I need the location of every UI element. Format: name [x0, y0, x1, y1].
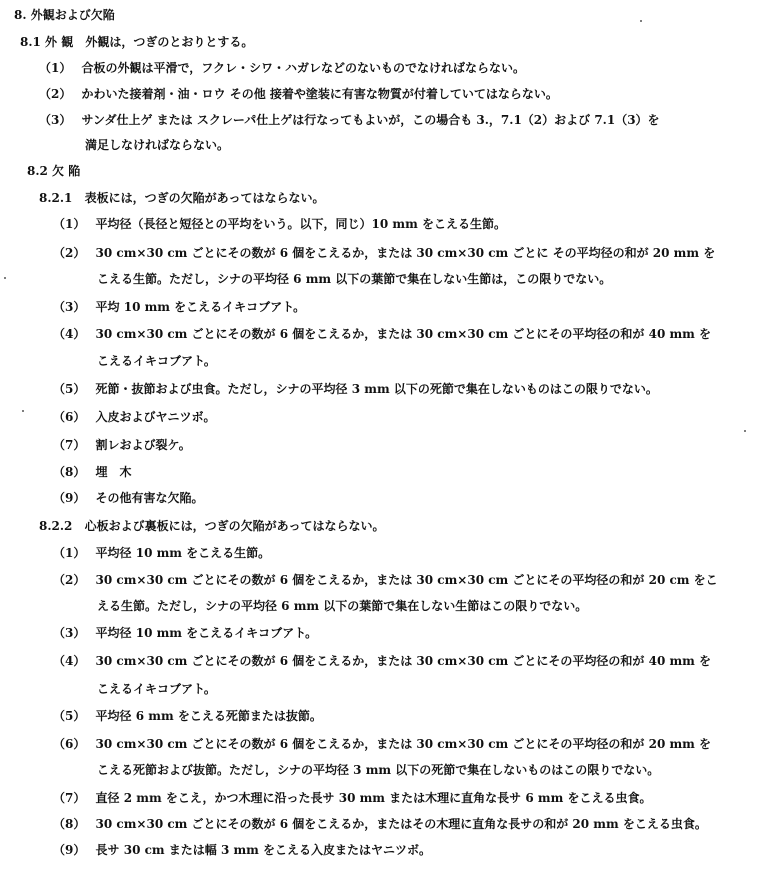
section-title: 8. 外観および欠陥: [14, 8, 115, 22]
section-8-2-1-text: 表板には，つぎの欠陥があってはならない。: [84, 191, 325, 205]
item-number: （6）: [53, 737, 86, 751]
s822-item-4: [53, 653, 711, 669]
s822-item-5: [53, 708, 322, 724]
s821-item-4-continued: こえるイキコブアト。: [97, 354, 216, 368]
item-number: （1）: [53, 546, 86, 560]
section-8-1-label: 8.1 外 観: [20, 35, 74, 49]
s822-item-1: [53, 545, 270, 561]
item-number: （8）: [53, 465, 86, 479]
s81-item-2: [39, 86, 558, 102]
item-number: （5）: [53, 709, 86, 723]
item-number: （3）: [53, 626, 86, 640]
s81-item-3: [39, 112, 660, 128]
item-number: （1）: [39, 61, 72, 75]
section-8-2-2-label: 8.2.2: [39, 519, 73, 533]
item-number: （9）: [53, 843, 86, 857]
item-text: 平均 10 mm をこえるイキコブアト。: [95, 300, 306, 314]
s822-item-9: [53, 842, 431, 858]
section-8-2-2-heading: [39, 518, 384, 534]
item-text: 30 cm×30 cm ごとにその数が 6 個をこえるか，またはその木理に直角な長サの和が 20 mm をこえる虫食。: [95, 817, 707, 831]
s821-item-7: [53, 437, 191, 453]
item-number: （5）: [53, 382, 86, 396]
s821-item-2-continued: こえる生節。ただし，シナの平均径 6 mm 以下の葉節で集在しない生節は，この限りでない。: [97, 272, 612, 286]
item-text: 直径 2 mm をこえ，かつ木理に沿った長サ 30 mm または木理に直角な長サ 6 mm をこえる虫食。: [95, 791, 652, 805]
section-8-1-text: 外観は，つぎのとおりとする。: [85, 35, 254, 49]
s822-item-8: [53, 816, 707, 832]
item-text: その他有害な欠陥。: [95, 491, 204, 505]
item-number: （9）: [53, 491, 86, 505]
item-number: （1）: [53, 217, 86, 231]
item-number: （6）: [53, 410, 86, 424]
item-number: （2）: [53, 573, 86, 587]
item-text: 平均径（長径と短径との平均をいう。以下，同じ）10 mm をこえる生節。: [95, 217, 506, 231]
section-8-2-1-label: 8.2.1: [39, 191, 73, 205]
item-text: 平均径 10 mm をこえる生節。: [95, 546, 271, 560]
item-number: （4）: [53, 654, 86, 668]
item-text: 死節・抜節および虫食。ただし，シナの平均径 3 mm 以下の死節で集在しないものはこの限りでない。: [95, 382, 658, 396]
item-text: 埋 木: [95, 465, 132, 479]
item-number: （4）: [53, 327, 86, 341]
item-text: 平均径 6 mm をこえる死節または抜節。: [95, 709, 322, 723]
item-text: 30 cm×30 cm ごとにその数が 6 個をこえるか，または 30 cm×30 cm ごとにその平均径の和が 40 mm を: [95, 327, 712, 341]
item-number: （7）: [53, 438, 86, 452]
item-number: （8）: [53, 817, 86, 831]
item-text: かわいた接着剤・油・ロウ その他 接着や塗装に有害な物質が付着していてはならない。: [81, 87, 558, 101]
s821-item-2: [53, 245, 715, 261]
scan-speck: [640, 20, 642, 22]
s81-item-3-continued: 満足しなければならない。: [85, 138, 230, 152]
item-text: 入皮およびヤニツボ。: [95, 410, 216, 424]
s822-item-2-continued: える生節。ただし，シナの平均径 6 mm 以下の葉節で集在しない生節はこの限りでない。: [97, 599, 588, 613]
item-text: 30 cm×30 cm ごとにその数が 6 個をこえるか，または 30 cm×30 cm ごとにその平均径の和が 40 mm を: [95, 654, 712, 668]
section-8-2-heading: 8.2 欠 陥: [27, 164, 81, 178]
s822-item-4-continued: こえるイキコブアト。: [97, 682, 216, 696]
s821-item-9: [53, 490, 204, 506]
s822-item-6-continued: こえる死節および抜節。ただし，シナの平均径 3 mm 以下の死節で集在しないものはこの限りでない。: [97, 763, 660, 777]
item-number: （7）: [53, 791, 86, 805]
item-text: 30 cm×30 cm ごとにその数が 6 個をこえるか，または 30 cm×30 cm ごとにその平均径の和が 20 mm を: [95, 737, 712, 751]
item-number: （3）: [39, 113, 72, 127]
s821-item-6: [53, 409, 216, 425]
s821-item-8: [53, 464, 132, 480]
item-text: 30 cm×30 cm ごとにその数が 6 個をこえるか，または 30 cm×30 cm ごとにその平均径の和が 20 cm をこ: [95, 573, 718, 587]
s822-item-3: [53, 625, 317, 641]
s821-item-4: [53, 326, 711, 342]
scan-speck: [4, 277, 6, 279]
s821-item-5: [53, 381, 658, 397]
scan-speck: [744, 430, 746, 432]
item-text: 長サ 30 cm または幅 3 mm をこえる入皮またはヤニツボ。: [95, 843, 432, 857]
item-text: 平均径 10 mm をこえるイキコブアト。: [95, 626, 318, 640]
scan-speck: [22, 410, 24, 412]
item-number: （2）: [39, 87, 72, 101]
s822-item-2: [53, 572, 718, 588]
section-8-1-heading: [20, 34, 253, 50]
s822-item-6: [53, 736, 711, 752]
item-text: 割レおよび裂ケ。: [95, 438, 191, 452]
item-text: 合板の外観は平滑で，フクレ・シワ・ハガレなどのないものでなければならない。: [81, 61, 525, 75]
s822-item-7: [53, 790, 651, 806]
s81-item-1: [39, 60, 525, 76]
section-8-2-1-heading: [39, 190, 324, 206]
item-text: サンダ仕上ゲ または スクレーパ仕上ゲは行なってもよいが，この場合も 3.，7.1（2）および 7.1（3）を: [81, 113, 660, 127]
s821-item-3: [53, 299, 305, 315]
s821-item-1: [53, 216, 506, 232]
item-text: 30 cm×30 cm ごとにその数が 6 個をこえるか，または 30 cm×30 cm ごとに その平均径の和が 20 mm を: [95, 246, 716, 260]
section-8-2-2-text: 心板および裏板には，つぎの欠陥があってはならない。: [84, 519, 385, 533]
item-number: （2）: [53, 246, 86, 260]
item-number: （3）: [53, 300, 86, 314]
